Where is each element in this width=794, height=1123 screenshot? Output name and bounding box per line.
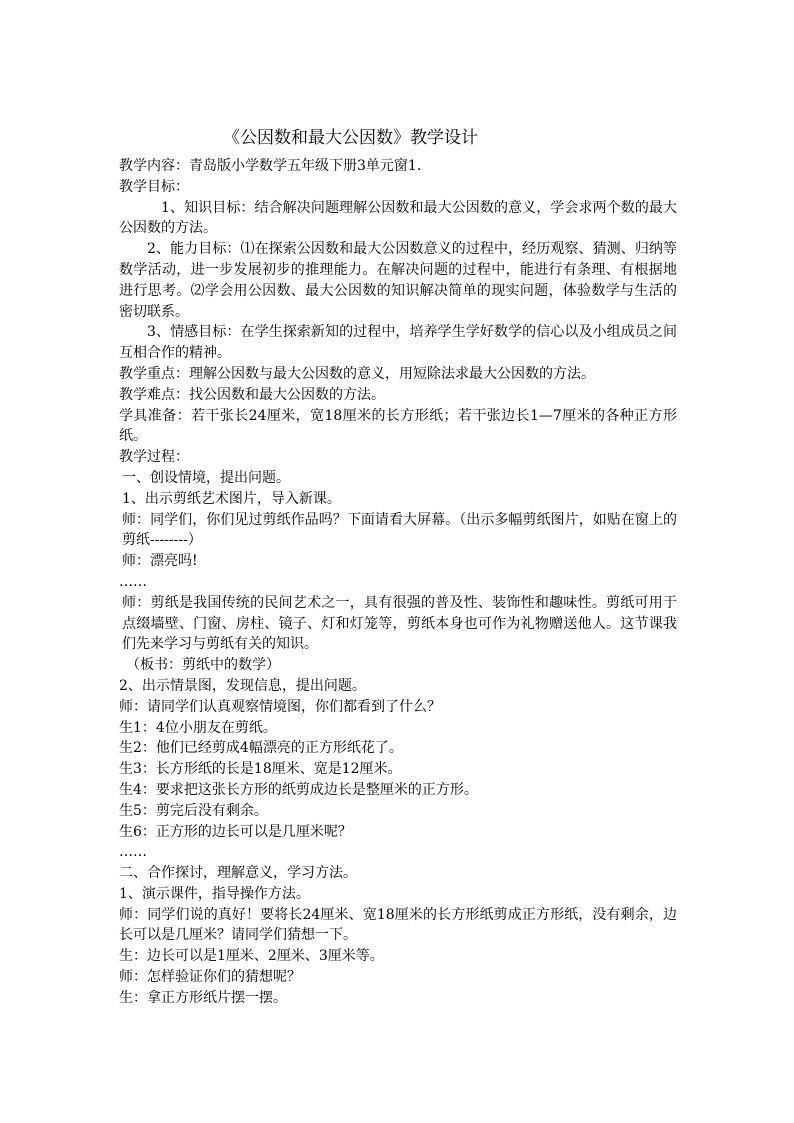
document-title: 《公因数和最大公因数》教学设计: [223, 128, 478, 148]
text-line: 教学目标：: [119, 178, 189, 195]
text-line: 生2：他们已经剪成4幅漂亮的正方形纸花了。: [119, 740, 403, 757]
text-line: ……: [119, 573, 147, 590]
text-line: 教学难点：找公因数和最大公因数的方法。: [119, 386, 385, 403]
text-line: 师：怎样验证你们的猜想呢？: [119, 969, 301, 986]
text-line: 1、出示剪纸艺术图片，导入新课。: [122, 490, 341, 507]
paragraph: 学具准备：若干张长24厘米，宽18厘米的长方形纸；若干张边长1—7厘米的各种正方形纸。: [119, 407, 677, 445]
text-line: ……: [119, 844, 147, 861]
text-line: 生：拿正方形纸片摆一摆。: [119, 989, 287, 1006]
text-line: 生6：正方形的边长可以是几厘米呢？: [119, 823, 352, 840]
document-page: [119, 126, 677, 1009]
text-line: 生3：长方形纸的长是18厘米、宽是12厘米。: [119, 761, 402, 778]
text-line: 教学重点：理解公因数与最大公因数的意义，用短除法求最大公因数的方法。: [119, 365, 595, 382]
text-line: 生1：4位小朋友在剪纸。: [119, 719, 277, 736]
text-line: 师：漂亮吗!: [122, 553, 198, 570]
text-line: 2、出示情景图，发现信息，提出问题。: [119, 677, 366, 694]
text-line: 生：边长可以是1厘米、2厘米、3厘米等。: [119, 948, 384, 965]
paragraph: 3、情感目标：在学生探索新知的过程中，培养学生学好数学的信心以及小组成员之间互相合作的精神。: [119, 324, 677, 362]
text-line: 1、演示课件，指导操作方法。: [119, 885, 310, 902]
text-line: 师：请同学们认真观察情境图，你们都看到了什么？: [119, 698, 441, 715]
paragraph: 师：同学们，你们见过剪纸作品吗？下面请看大屏幕。（出示多幅剪纸图片，如贴在窗上的剪纸--------）: [122, 511, 677, 549]
text-line: 二、合作探讨，理解意义，学习方法。: [119, 865, 357, 882]
paragraph: 师：剪纸是我国传统的民间艺术之一，具有很强的普及性、装饰性和趣味性。剪纸可用于点缀墙壁、门窗、房柱、镜子、灯和灯笼等，剪纸本身也可作为礼物赠送他人。这节课我们先来学习与剪纸有关的知识。: [122, 594, 677, 653]
paragraph: 2、能力目标：⑴在探索公因数和最大公因数意义的过程中，经历观察、猜测、归纳等数学活动，进一步发展初步的推理能力。在解决问题的过程中，能进行有条理、有根据地进行思考。⑵学会用公因数、最大公因数的知识解决简单的现实问题，体验数学与生活的密切联系。: [119, 241, 677, 320]
paragraph: 1、知识目标：结合解决问题理解公因数和最大公因数的意义，学会求两个数的最大公因数的方法。: [119, 199, 677, 237]
text-line: 生5：剪完后没有剩余。: [119, 802, 268, 819]
text-line: 教学过程：: [119, 449, 189, 466]
text-line: 生4：要求把这张长方形的纸剪成边长是整厘米的正方形。: [119, 781, 478, 798]
text-line: 教学内容：青岛版小学数学五年级下册3单元窗1.: [119, 158, 422, 174]
text-line: 一、创设情境，提出问题。: [122, 469, 290, 486]
text-line: （板书：剪纸中的数学）: [126, 657, 280, 674]
paragraph: 师：同学们说的真好！要将长24厘米、宽18厘米的长方形纸剪成正方形纸，没有剩余，边长可以是几厘米？请同学们猜想一下。: [119, 906, 677, 944]
